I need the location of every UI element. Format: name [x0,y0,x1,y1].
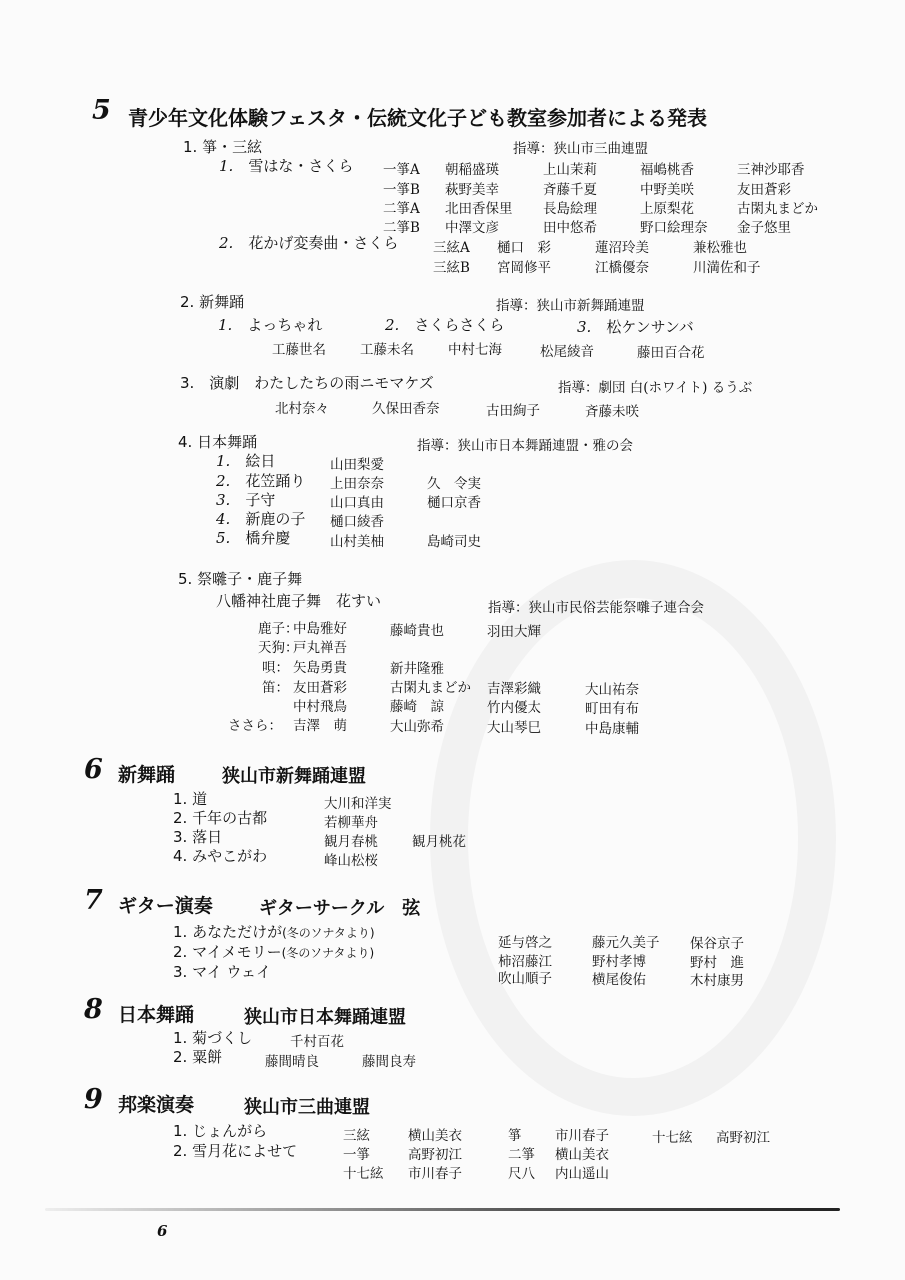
performer: 内山遥山 [555,1166,609,1182]
performer: 木村康男 [690,973,744,989]
s6-item-2: 2. 千年の古都 [173,809,268,827]
s5-4-item-1: 1. 絵日 [216,452,276,470]
s5-4-item-2: 2. 花笠踊り [216,472,306,490]
performer: 福嶋桃香 [640,162,694,178]
performer: 町田有布 [585,701,639,717]
s7-item-1: 1. あなただけが(冬のソナタより) [173,923,375,941]
section-6-title: 新舞踊 [118,764,176,786]
performer: 野村 進 [690,955,744,971]
performer: 萩野美幸 [445,182,499,198]
performer: 樋口京香 [427,495,481,511]
s9-item-1: 1. じょんがら [173,1122,268,1140]
section-7-title: ギター演奏 [118,895,213,917]
performer: 峰山松桜 [324,853,378,869]
role-label: ささら： [228,718,282,734]
performer: 横尾俊佑 [592,972,646,988]
group-label: 一箏B [383,182,420,198]
section-8-number: 8 [84,994,103,1025]
performer: 蓮沼玲美 [595,240,649,256]
instrument-label: 十七絃 [343,1166,384,1182]
s5-4-instructor: 指導：狭山市日本舞踊連盟・雅の会 [417,438,633,454]
s5-5-heading: 5. 祭囃子・鹿子舞 [178,570,303,588]
s5-1-heading: 1. 箏・三絃 [183,138,263,156]
performer: 市川春子 [555,1128,609,1144]
group-label: 二箏B [383,220,420,236]
s5-1-song-2: 2. 花かげ変奏曲・さくら [219,234,399,252]
s5-5-instructor: 指導：狭山市民俗芸能祭囃子連合会 [488,600,704,616]
performer: 島崎司史 [427,534,481,550]
performer: 羽田大輝 [487,624,541,640]
section-9-title: 邦楽演奏 [118,1094,195,1116]
performer: 若柳華舟 [324,815,378,831]
performer: 大山祐奈 [585,682,639,698]
instrument-label: 尺八 [508,1166,535,1182]
performer: 吹山順子 [498,971,552,987]
performer: 横山美衣 [408,1128,462,1144]
section-5-title: 青少年文化体験フェスタ・伝統文化子ども教室参加者による発表 [128,106,707,130]
performer: 中村飛鳥 [293,699,347,715]
role-label: 笛： [262,680,289,696]
performer: 大山琴巳 [487,720,541,736]
performer: 藤間晴良 [265,1054,319,1070]
s5-5-subtitle: 八幡神社鹿子舞 花すい [216,592,382,610]
performer: 中村七海 [448,342,502,358]
performer: 工藤未名 [360,342,414,358]
performer: 藤崎 諒 [390,699,444,715]
instrument-label: 三絃 [343,1128,370,1144]
instrument-label: 十七絃 [652,1130,693,1146]
page-number: 6 [157,1222,168,1240]
performer: 兼松雅也 [693,240,747,256]
performer: 樋口綾香 [330,514,384,530]
performer: 観月桃花 [412,834,466,850]
section-5-number: 5 [92,95,111,126]
performer: 江橋優奈 [595,260,649,276]
performer: 大山弥希 [390,719,444,735]
performer: 北田香保里 [445,201,513,217]
s5-2-heading: 2. 新舞踊 [180,293,245,311]
performer: 野口絵理奈 [640,220,708,236]
performer: 新井隆雅 [390,661,444,677]
s5-2-song-3: 3. 松ケンサンバ [577,318,694,336]
performer: 山村美柚 [330,534,384,550]
performer: 藤田百合花 [637,345,705,361]
section-7-number: 7 [84,885,103,916]
performer: 友田蒼彩 [293,680,347,696]
s7-item-3: 3. マイ ウェイ [173,963,271,981]
performer: 市川春子 [408,1166,462,1182]
performer: 宮岡修平 [497,260,551,276]
performer: 工藤世名 [272,342,326,358]
group-label: 三絃A [433,240,470,256]
performer: 川満佐和子 [693,260,761,276]
s6-item-4: 4. みやこがわ [173,847,268,865]
performer: 延与啓之 [498,935,552,951]
group-label: 三絃B [433,260,470,276]
section-6-org: 狭山市新舞踊連盟 [222,766,366,787]
s5-4-item-3: 3. 子守 [216,491,276,509]
performer: 千村百花 [290,1034,344,1050]
role-label: 唄： [262,660,289,676]
performer: 長島絵理 [543,201,597,217]
instrument-label: 二箏 [508,1147,535,1163]
s5-3-instructor: 指導：劇団 白(ホワイト) るうぶ [558,380,753,396]
s5-2-song-2: 2. さくらさくら [385,316,505,334]
performer: 松尾綾音 [540,344,594,360]
s5-2-instructor: 指導：狭山市新舞踊連盟 [496,298,645,314]
section-8-title: 日本舞踊 [118,1004,195,1026]
performer: 上田奈奈 [330,476,384,492]
performer: 横山美衣 [555,1147,609,1163]
performer: 竹内優太 [487,700,541,716]
performer: 柿沼藤江 [498,954,552,970]
performer: 中野美咲 [640,182,694,198]
s6-item-1: 1. 道 [173,790,208,808]
s5-1-instructor: 指導：狭山市三曲連盟 [513,141,648,157]
performer: 古閑丸まどか [737,201,818,217]
performer: 藤間良寿 [362,1054,416,1070]
performer: 山田梨愛 [330,457,384,473]
performer: 高野初江 [716,1130,770,1146]
watermark-ring [430,560,836,1116]
performer: 三神沙耶香 [737,162,805,178]
performer: 樋口 彩 [497,240,551,256]
performer: 保谷京子 [690,936,744,952]
performer: 久 令実 [427,476,481,492]
role-label: 天狗： [258,640,299,656]
performer: 斉藤未咲 [585,404,639,420]
section-9-org: 狭山市三曲連盟 [244,1097,370,1118]
performer: 朝稲盛瑛 [445,162,499,178]
s5-3-heading: 3. 演劇 わたしたちの雨ニモマケズ [180,374,434,392]
section-7-org: ギターサークル 弦 [259,898,421,919]
performer: 藤崎貴也 [390,623,444,639]
performer: 古田絢子 [486,403,540,419]
s6-item-3: 3. 落日 [173,828,223,846]
performer: 山口真由 [330,495,384,511]
performer: 友田蒼彩 [737,182,791,198]
performer: 大川和洋実 [324,796,392,812]
section-9-number: 9 [84,1084,103,1115]
s8-item-2: 2. 粟餅 [173,1048,223,1066]
s5-1-song-1: 1. 雪はな・さくら [219,157,354,175]
performer: 上山茉莉 [543,162,597,178]
performer: 金子悠里 [737,220,791,236]
s8-item-1: 1. 菊づくし [173,1029,253,1047]
group-label: 一箏A [383,162,420,178]
performer: 吉澤彩織 [487,681,541,697]
footer-divider [45,1208,840,1211]
role-label: 鹿子： [258,621,299,637]
performer: 野村孝博 [592,954,646,970]
performer: 北村奈々 [275,401,329,417]
performer: 上原梨花 [640,201,694,217]
s5-4-item-5: 5. 橋弁慶 [216,529,291,547]
performer: 高野初江 [408,1147,462,1163]
s9-item-2: 2. 雪月花によせて [173,1142,298,1160]
s5-4-heading: 4. 日本舞踊 [178,433,258,451]
section-6-number: 6 [84,754,103,785]
performer: 吉澤 萌 [293,718,347,734]
performer: 矢島勇貴 [293,660,347,676]
performer: 観月春桃 [324,834,378,850]
performer: 藤元久美子 [592,935,660,951]
s5-4-item-4: 4. 新鹿の子 [216,510,306,528]
performer: 中澤文彦 [445,220,499,236]
s5-2-song-1: 1. よっちゃれ [218,316,323,334]
section-8-org: 狭山市日本舞踊連盟 [244,1007,406,1028]
performer: 中島雅好 [293,621,347,637]
performer: 斉藤千夏 [543,182,597,198]
performer: 田中悠希 [543,220,597,236]
performer: 戸丸禅吾 [293,640,347,656]
performer: 久保田香奈 [372,401,440,417]
performer: 古閑丸まどか [390,680,471,696]
performer: 中島康輔 [585,721,639,737]
group-label: 二箏A [383,201,420,217]
s7-item-2: 2. マイメモリー(冬のソナタより) [173,943,375,961]
instrument-label: 一箏 [343,1147,370,1163]
instrument-label: 箏 [508,1128,522,1144]
